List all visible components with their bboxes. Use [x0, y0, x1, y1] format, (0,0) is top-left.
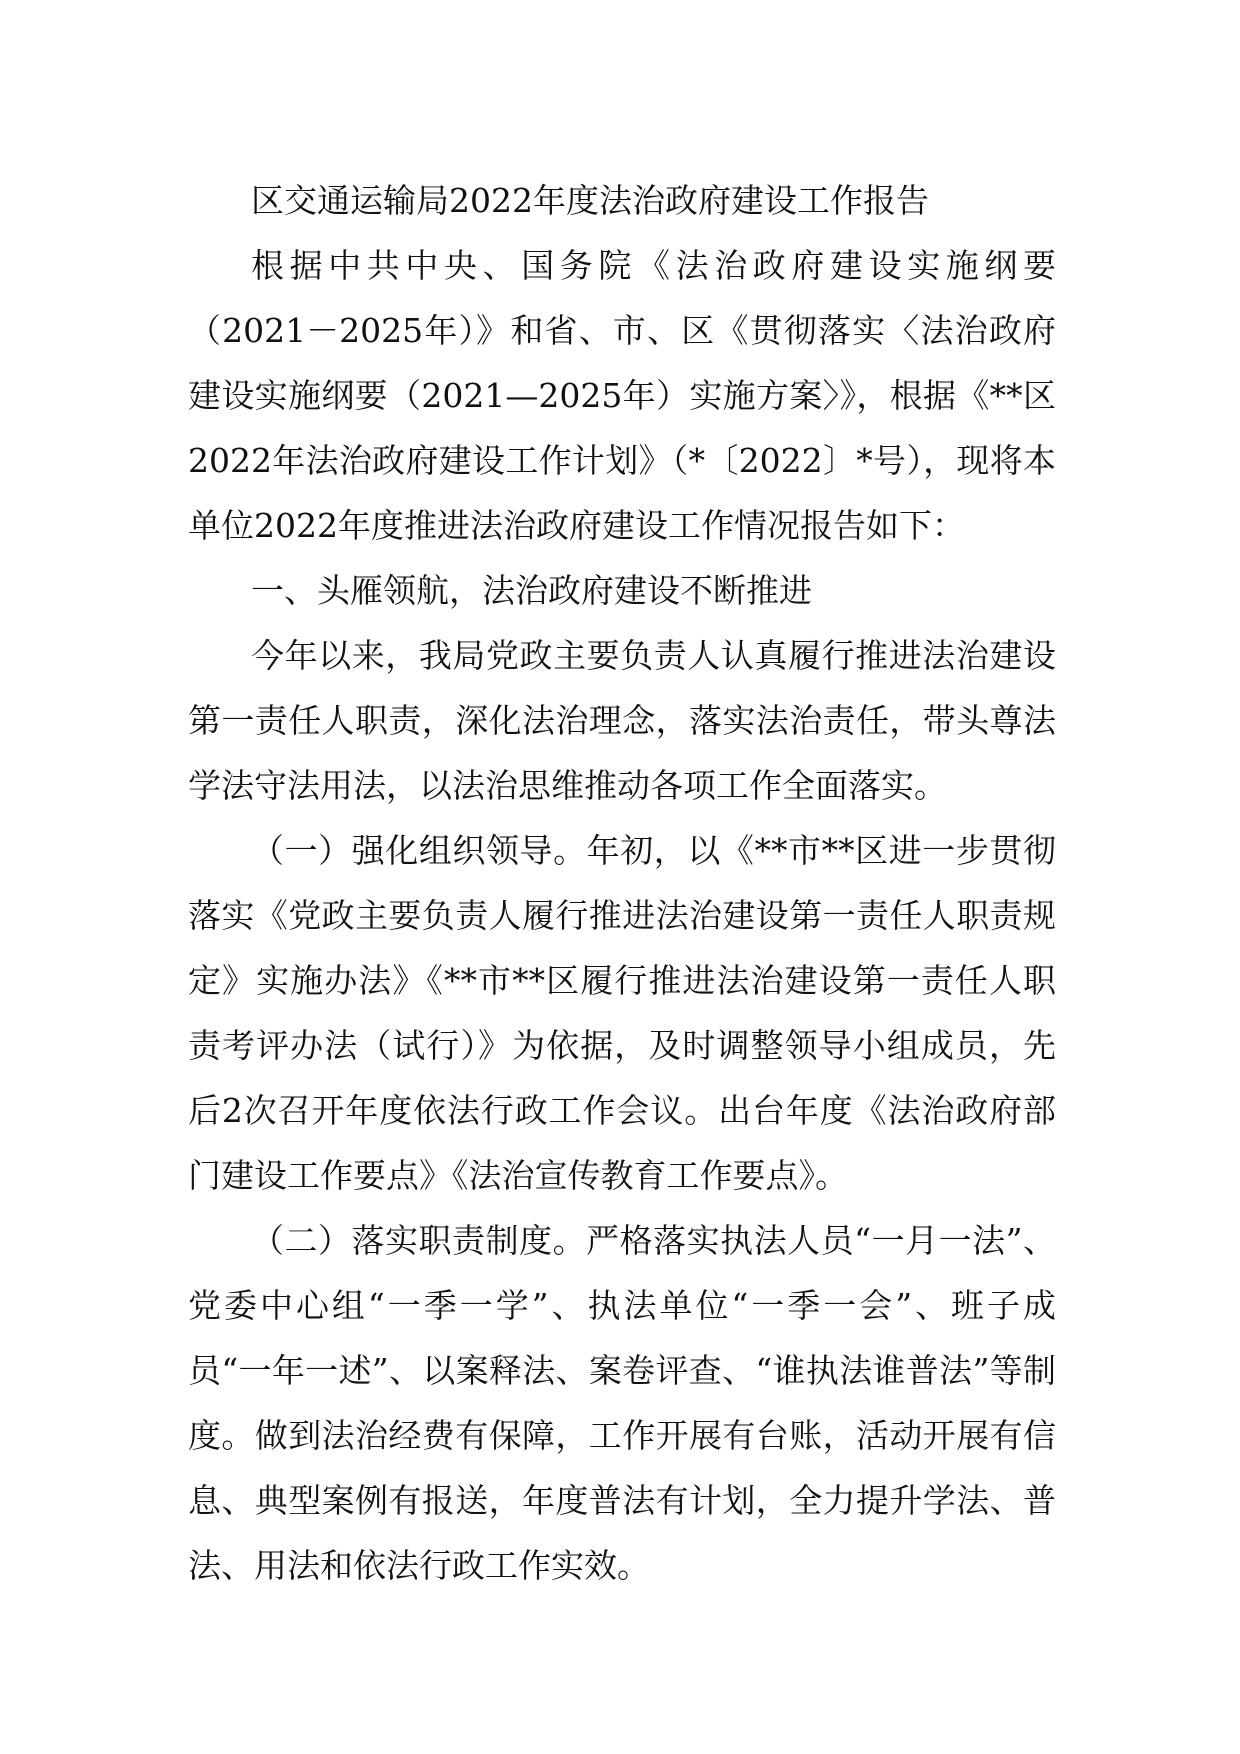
document-body — [188, 168, 1056, 1598]
paragraph-section-1: 今年以来，我局党政主要负责人认真履行推进法治建设第一责任人职责，深化法治理念，落实法治责任，带头尊法学法守法用法，以法治思维推动各项工作全面落实。 — [188, 636, 1056, 805]
paragraph-subsection-2: （二）落实职责制度。严格落实执法人员“一月一法”、党委中心组“一季一学”、执法单位“一季一会”、班子成员“一年一述”、以案释法、案卷评查、“谁执法谁普法”等制度。做到法治经费有保障，工作开展有台账，活动开展有信息、典型案例有报送，年度普法有计划，全力提升学法、普法、用法和依法行政工作实效。 — [188, 1221, 1056, 1585]
paragraph-intro: 根据中共中央、国务院《法治政府建设实施纲要（2021－2025年）》和省、市、区《贯彻落实〈法治政府建设实施纲要（2021—2025年）实施方案〉》，根据《**区2022年法治政府建设工作计划》（*〔2022〕*号），现将本单位2022年度推进法治政府建设工作情况报告如下： — [188, 246, 1056, 545]
document-title: 区交通运输局2022年度法治政府建设工作报告 — [251, 181, 929, 220]
section-heading-1: 一、头雁领航，法治政府建设不断推进 — [251, 571, 812, 610]
paragraph-subsection-1: （一）强化组织领导。年初，以《**市**区进一步贯彻落实《党政主要负责人履行推进法治建设第一责任人职责规定》实施办法》《**市**区履行推进法治建设第一责任人职责考评办法（试行）》为依据，及时调整领导小组成员，先后2次召开年度依法行政工作会议。出台年度《法治政府部门建设工作要点》《法治宣传教育工作要点》。 — [188, 831, 1056, 1195]
